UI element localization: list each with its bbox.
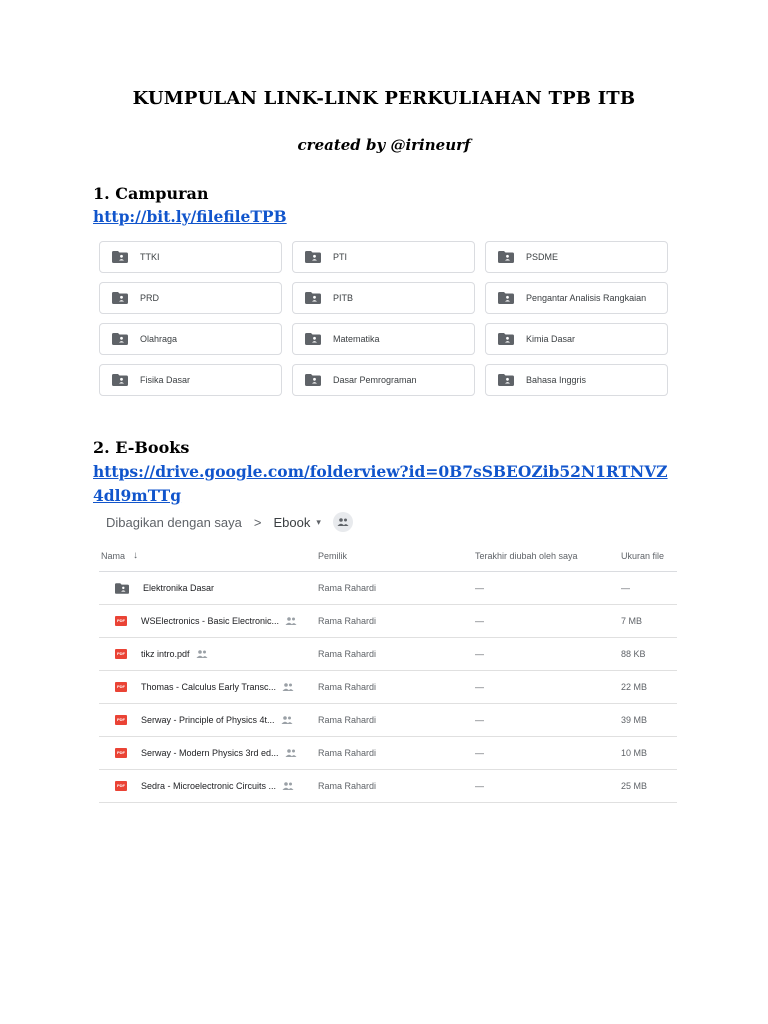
file-name: Elektronika Dasar bbox=[143, 583, 215, 593]
shared-folder-icon bbox=[112, 333, 128, 345]
column-header-size[interactable]: Ukuran file bbox=[621, 550, 665, 561]
file-modified: — bbox=[475, 649, 484, 659]
shared-folder-icon bbox=[305, 292, 321, 304]
file-table bbox=[99, 540, 677, 803]
folder-card-pitb[interactable] bbox=[292, 282, 475, 314]
folder-card-psdme[interactable] bbox=[485, 241, 668, 273]
folder-card-matematika[interactable] bbox=[292, 323, 475, 355]
folder-card-fisika-dasar[interactable] bbox=[99, 364, 282, 396]
table-row[interactable] bbox=[99, 605, 677, 638]
folder-label: Matematika bbox=[333, 334, 380, 344]
folder-label: Bahasa Inggris bbox=[526, 375, 587, 385]
breadcrumb-parent[interactable]: Dibagikan dengan saya bbox=[106, 514, 242, 530]
file-owner: Rama Rahardi bbox=[318, 649, 377, 659]
table-row[interactable] bbox=[99, 737, 677, 770]
folder-label: Olahraga bbox=[140, 334, 178, 344]
column-header-modified[interactable]: Terakhir diubah oleh saya bbox=[475, 550, 578, 561]
pdf-icon bbox=[115, 682, 127, 692]
shared-folder-icon bbox=[305, 374, 321, 386]
folder-label: PSDME bbox=[526, 252, 559, 262]
shared-folder-icon bbox=[112, 292, 128, 304]
file-name: Sedra - Microelectronic Circuits ... bbox=[141, 781, 277, 791]
shared-folder-icon bbox=[498, 374, 514, 386]
file-owner: Rama Rahardi bbox=[318, 583, 377, 593]
shared-icon bbox=[282, 683, 294, 691]
file-size: 22 MB bbox=[621, 682, 648, 692]
shared-icon bbox=[282, 782, 294, 790]
column-header-name[interactable]: Nama ↓ bbox=[101, 550, 139, 561]
document-subtitle: created by @irineurf bbox=[297, 136, 471, 154]
file-name: Serway - Modern Physics 3rd ed... bbox=[141, 748, 279, 758]
shared-folder-icon bbox=[498, 251, 514, 263]
file-size: 7 MB bbox=[621, 616, 643, 626]
folder-label: Dasar Pemrograman bbox=[333, 375, 417, 385]
folder-label: PTI bbox=[333, 252, 348, 262]
section-heading-campuran: 1. Campuran bbox=[93, 184, 209, 203]
file-owner: Rama Rahardi bbox=[318, 715, 377, 725]
sort-arrow-icon[interactable]: ↓ bbox=[133, 550, 139, 561]
shared-folder-icon bbox=[112, 374, 128, 386]
shared-folder-icon bbox=[112, 251, 128, 263]
ebooks-link[interactable]: https://drive.google.com/folderview?id=0B7sSBEOZib52N1RTNVZ4dl9mTTg bbox=[93, 462, 668, 505]
file-modified: — bbox=[475, 715, 484, 725]
table-row[interactable] bbox=[99, 770, 677, 803]
folder-label: Kimia Dasar bbox=[526, 334, 576, 344]
folder-card-olahraga[interactable] bbox=[99, 323, 282, 355]
breadcrumb-current[interactable]: Ebook bbox=[273, 514, 311, 530]
file-modified: — bbox=[475, 616, 484, 626]
file-owner: Rama Rahardi bbox=[318, 748, 377, 758]
folder-card-pengantar-analisis-rangkaian[interactable] bbox=[485, 282, 668, 314]
shared-icon bbox=[285, 749, 297, 757]
file-owner: Rama Rahardi bbox=[318, 781, 377, 791]
file-size: 88 KB bbox=[621, 649, 646, 659]
file-size: 25 MB bbox=[621, 781, 648, 791]
folder-grid bbox=[99, 241, 669, 396]
file-name: Serway - Principle of Physics 4t... bbox=[141, 715, 275, 725]
folder-card-ttki[interactable] bbox=[99, 241, 282, 273]
table-row[interactable] bbox=[99, 671, 677, 704]
file-name: Thomas - Calculus Early Transc... bbox=[141, 682, 277, 692]
chevron-down-icon[interactable]: ▾ bbox=[316, 516, 321, 527]
table-row[interactable] bbox=[99, 572, 677, 605]
file-name: tikz intro.pdf bbox=[141, 649, 190, 659]
file-size: 39 MB bbox=[621, 715, 648, 725]
file-owner: Rama Rahardi bbox=[318, 616, 377, 626]
campuran-link[interactable]: http://bit.ly/filefileTPB bbox=[93, 207, 287, 226]
section-heading-ebooks: 2. E-Books bbox=[93, 438, 190, 457]
table-header bbox=[99, 540, 677, 572]
file-modified: — bbox=[475, 682, 484, 692]
folder-label: PRD bbox=[140, 293, 160, 303]
pdf-icon bbox=[115, 616, 127, 626]
folder-label: Fisika Dasar bbox=[140, 375, 191, 385]
shared-icon bbox=[281, 716, 293, 724]
file-modified: — bbox=[475, 583, 484, 593]
shared-folder-icon bbox=[115, 583, 129, 594]
shared-folder-icon bbox=[498, 333, 514, 345]
file-name: WSElectronics - Basic Electronic... bbox=[141, 616, 280, 626]
document-title: KUMPULAN LINK-LINK PERKULIAHAN TPB ITB bbox=[132, 88, 636, 109]
column-header-owner[interactable]: Pemilik bbox=[318, 550, 348, 561]
pdf-icon bbox=[115, 649, 127, 659]
file-modified: — bbox=[475, 781, 484, 791]
breadcrumb bbox=[106, 510, 353, 534]
folder-card-dasar-pemrograman[interactable] bbox=[292, 364, 475, 396]
breadcrumb-separator-icon: > bbox=[253, 514, 262, 530]
shared-icon bbox=[196, 650, 208, 658]
pdf-icon bbox=[115, 781, 127, 791]
pdf-icon bbox=[115, 715, 127, 725]
folder-label: Pengantar Analisis Rangkaian bbox=[526, 293, 647, 303]
file-owner: Rama Rahardi bbox=[318, 682, 377, 692]
shared-icon bbox=[285, 617, 297, 625]
folder-card-kimia-dasar[interactable] bbox=[485, 323, 668, 355]
pdf-icon bbox=[115, 748, 127, 758]
table-row[interactable] bbox=[99, 638, 677, 671]
folder-card-bahasa-inggris[interactable] bbox=[485, 364, 668, 396]
file-modified: — bbox=[475, 748, 484, 758]
shared-folder-icon bbox=[305, 251, 321, 263]
folder-card-pti[interactable] bbox=[292, 241, 475, 273]
shared-folder-icon bbox=[305, 333, 321, 345]
shared-folder-icon bbox=[498, 292, 514, 304]
folder-label: TTKI bbox=[140, 252, 160, 262]
file-size: 10 MB bbox=[621, 748, 648, 758]
file-size: — bbox=[621, 583, 630, 593]
people-icon[interactable] bbox=[333, 512, 353, 532]
folder-label: PITB bbox=[333, 293, 354, 303]
folder-card-prd[interactable] bbox=[99, 282, 282, 314]
table-row[interactable] bbox=[99, 704, 677, 737]
